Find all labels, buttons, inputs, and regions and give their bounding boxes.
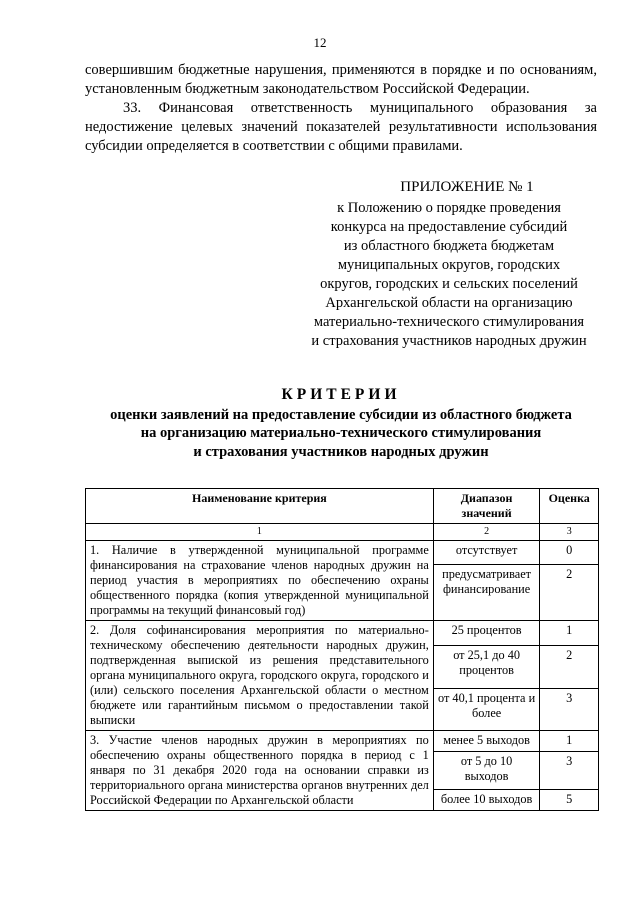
- value-range: 25 процентов: [433, 621, 540, 646]
- value-range: от 5 до 10 выходов: [433, 752, 540, 789]
- appendix-line: Архангельской области на организацию: [325, 295, 573, 311]
- appendix-line: из областного бюджета бюджетам: [343, 238, 555, 254]
- appendix-line: и страхования участников народных дружин: [311, 333, 587, 349]
- appendix-block: [300, 178, 598, 351]
- score: 3: [540, 752, 599, 789]
- table-index-row: [86, 524, 599, 541]
- intro-text: [85, 61, 597, 156]
- appendix-line: к Положению о порядке проведения: [337, 200, 561, 216]
- score: 2: [540, 645, 599, 688]
- index-cell: 3: [540, 524, 599, 541]
- criterion-name: 3. Участие членов народных дружин в мероприятиях по обеспечению охраны общественного порядка в период с 1 января по 31 декабря 2020 года на основании справки из территориального органа министерства органов внутренних дел Российской Федерации по Архангельской области: [86, 731, 434, 811]
- table-row: [86, 621, 599, 646]
- criteria-table: [85, 488, 599, 811]
- value-range: отсутствует: [433, 541, 540, 565]
- criterion-name: 2. Доля софинансирования мероприятия по материально-техническому обеспечению деятельности народных дружин, подтвержденная выпиской из решения представительного органа муниципального округа, городского округа, городского и (или) сельского поселения Архангельской области о местном бюджете или гарантийным письмом о предоставлении такой выписки: [86, 621, 434, 731]
- appendix-line: округов, городских и сельских поселений: [320, 276, 578, 292]
- score: 1: [540, 621, 599, 646]
- criteria-heading-block: [85, 386, 597, 461]
- value-range: более 10 выходов: [433, 789, 540, 810]
- table-header-row: [86, 489, 599, 524]
- value-range: от 40,1 процента и более: [433, 689, 540, 731]
- index-cell: 2: [433, 524, 540, 541]
- criteria-title: КРИТЕРИИ: [281, 386, 401, 403]
- criteria-subtitle-line: и страхования участников народных дружин: [193, 443, 489, 460]
- header-score: Оценка: [540, 489, 599, 524]
- table-row: [86, 731, 599, 752]
- criteria-subtitle-line: на организацию материально-технического стимулирования: [140, 425, 542, 441]
- score: 3: [540, 689, 599, 731]
- intro-line: совершившим бюджетные нарушения, применяются в порядке и по основаниям, установленным бюджетным законодательством Российской Федерации.: [85, 62, 597, 97]
- criterion-name: 1. Наличие в утвержденной муниципальной программе финансирования на страхование членов народных дружин на период участия в мероприятиях по обеспечению охраны общественного порядка (копия утвержденной муниципальной программы на текущий финансовый год): [86, 541, 434, 621]
- value-range: предусматривает финансирование: [433, 565, 540, 621]
- index-cell: 1: [86, 524, 434, 541]
- appendix-line: материально-технического стимулирования: [313, 314, 585, 330]
- criteria-subtitle-line: оценки заявлений на предоставление субсидии из областного бюджета: [110, 406, 572, 423]
- header-value-range: Диапазон значений: [433, 489, 540, 524]
- paragraph-33: 33. Финансовая ответственность муниципального образования за недостижение целевых значений показателей результативности использования субсидии определяется в соответствии с общими правилами.: [85, 100, 597, 154]
- score: 5: [540, 789, 599, 810]
- appendix-line: конкурса на предоставление субсидий: [330, 219, 568, 235]
- appendix-line: муниципальных округов, городских: [337, 257, 561, 273]
- header-criterion-name: Наименование критерия: [86, 489, 434, 524]
- score: 1: [540, 731, 599, 752]
- score: 0: [540, 541, 599, 565]
- page-number: 12: [313, 35, 327, 50]
- appendix-title: ПРИЛОЖЕНИЕ № 1: [400, 179, 534, 195]
- score: 2: [540, 565, 599, 621]
- table-row: [86, 541, 599, 565]
- value-range: от 25,1 до 40 процентов: [433, 645, 540, 688]
- value-range: менее 5 выходов: [433, 731, 540, 752]
